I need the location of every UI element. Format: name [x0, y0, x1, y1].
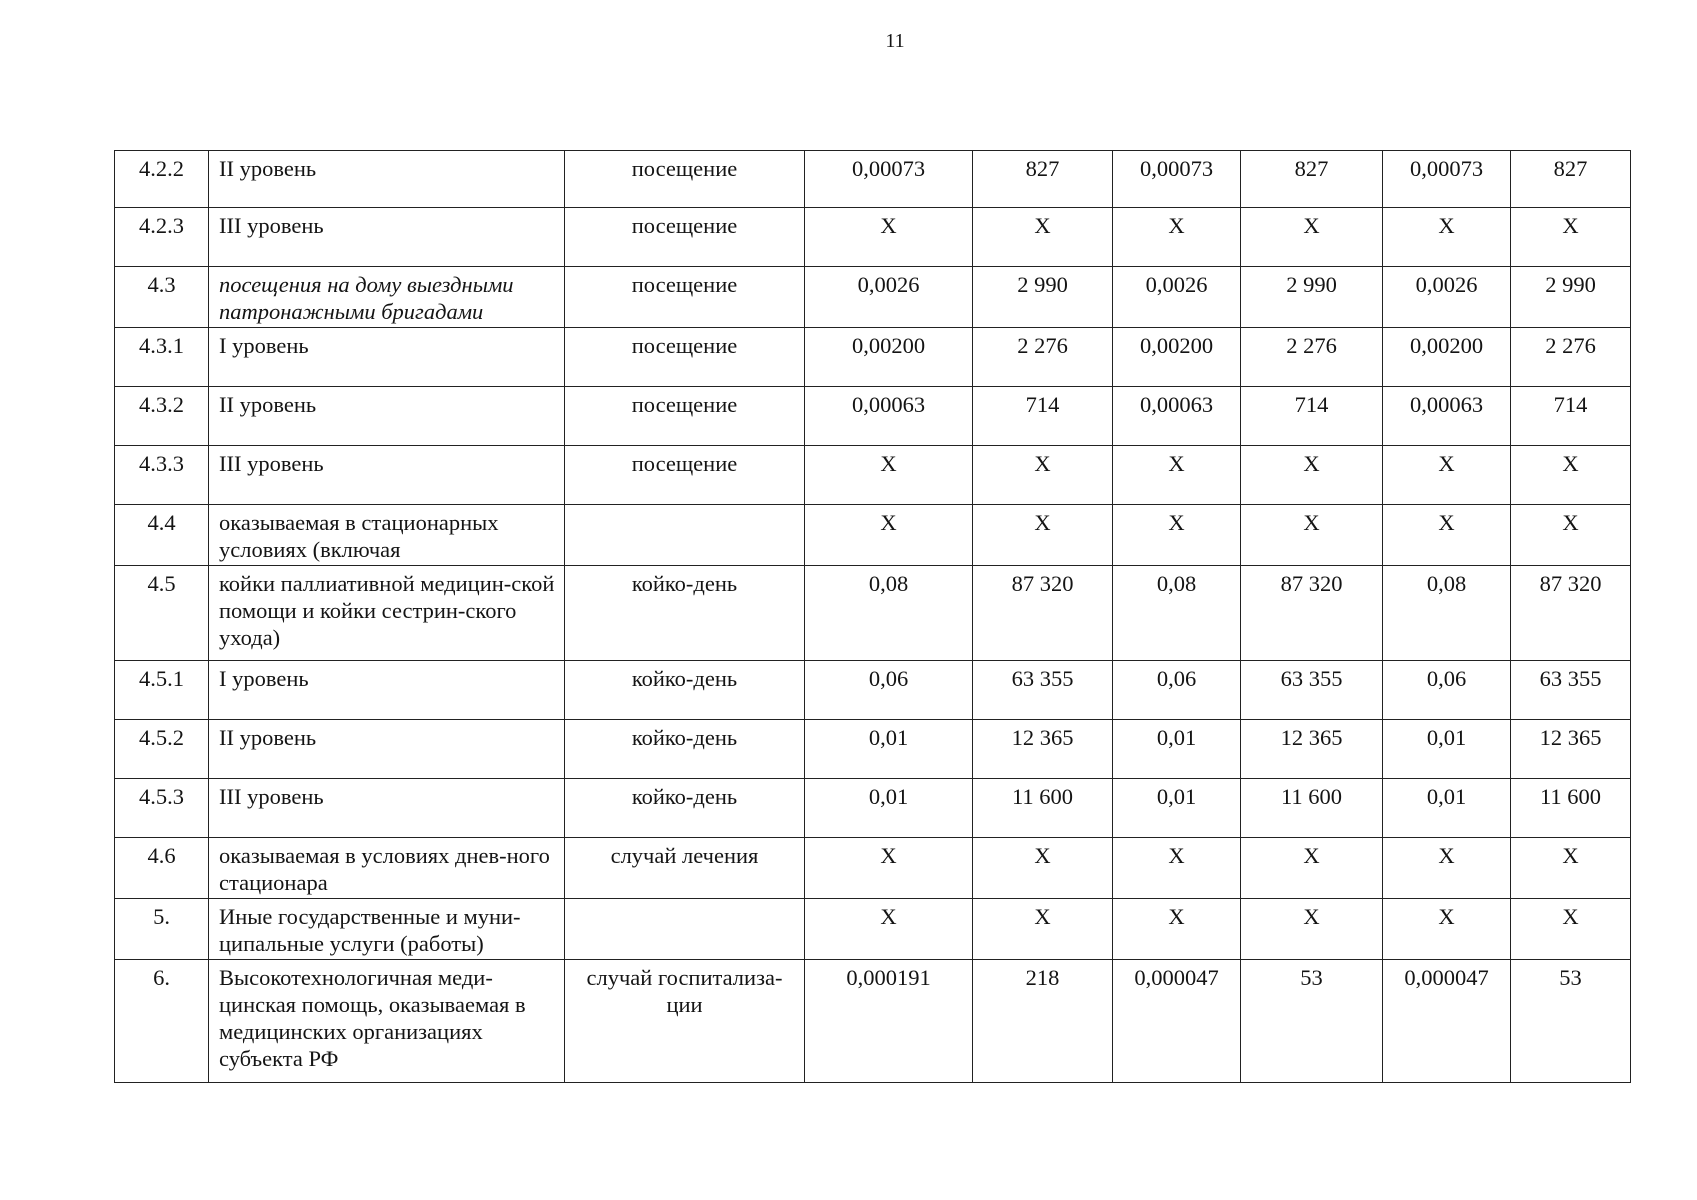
row-value-cell: 53 [1511, 960, 1631, 1083]
row-value-cell: Х [805, 838, 973, 899]
row-unit-cell: посещение [565, 267, 805, 328]
table-row [115, 661, 1631, 720]
row-value-cell: 0,00200 [805, 328, 973, 387]
table-row [115, 899, 1631, 960]
row-number-cell: 4.3.2 [115, 387, 209, 446]
row-name-cell: Иные государственные и муни-ципальные услуги (работы) [209, 899, 565, 960]
row-name-cell: II уровень [209, 720, 565, 779]
row-name-cell: посещения на дому выездными патронажными бригадами [209, 267, 565, 328]
table-row [115, 505, 1631, 566]
row-value-cell: Х [973, 899, 1113, 960]
table-row [115, 208, 1631, 267]
table-row [115, 960, 1631, 1083]
row-name-cell: оказываемая в условиях днев-ного стационара [209, 838, 565, 899]
row-value-cell: 0,00073 [805, 151, 973, 208]
row-value-cell: 2 990 [1511, 267, 1631, 328]
row-value-cell: 0,06 [1113, 661, 1241, 720]
row-value-cell: 63 355 [1511, 661, 1631, 720]
row-value-cell: 87 320 [1511, 566, 1631, 661]
row-value-cell: Х [805, 208, 973, 267]
row-value-cell: Х [1241, 505, 1383, 566]
row-value-cell: 2 990 [1241, 267, 1383, 328]
row-value-cell: 11 600 [1241, 779, 1383, 838]
data-table [114, 150, 1631, 1083]
row-name-cell: II уровень [209, 151, 565, 208]
row-value-cell: 0,000191 [805, 960, 973, 1083]
row-value-cell: 218 [973, 960, 1113, 1083]
row-unit-cell: случай лечения [565, 838, 805, 899]
row-value-cell: Х [1113, 505, 1241, 566]
row-value-cell: 0,00200 [1113, 328, 1241, 387]
table-row [115, 566, 1631, 661]
row-value-cell: Х [1241, 899, 1383, 960]
row-value-cell: 2 276 [1511, 328, 1631, 387]
row-value-cell: 63 355 [973, 661, 1113, 720]
row-value-cell: Х [973, 446, 1113, 505]
row-value-cell: 0,0026 [805, 267, 973, 328]
row-unit-cell: койко-день [565, 779, 805, 838]
table-row [115, 387, 1631, 446]
row-value-cell: 827 [1511, 151, 1631, 208]
row-unit-cell: койко-день [565, 566, 805, 661]
table-body [115, 151, 1631, 1083]
row-value-cell: 714 [1241, 387, 1383, 446]
row-number-cell: 4.3.1 [115, 328, 209, 387]
row-unit-cell: посещение [565, 151, 805, 208]
row-name-cell: I уровень [209, 661, 565, 720]
row-value-cell: Х [973, 838, 1113, 899]
row-value-cell: Х [973, 208, 1113, 267]
row-value-cell: Х [1113, 899, 1241, 960]
row-value-cell: Х [1113, 208, 1241, 267]
row-name-cell: I уровень [209, 328, 565, 387]
row-value-cell: 0,00063 [1383, 387, 1511, 446]
row-value-cell: 11 600 [1511, 779, 1631, 838]
row-value-cell: 0,01 [1383, 720, 1511, 779]
row-value-cell: 0,06 [805, 661, 973, 720]
row-number-cell: 4.3 [115, 267, 209, 328]
row-value-cell: 87 320 [973, 566, 1113, 661]
row-value-cell: 0,00200 [1383, 328, 1511, 387]
row-value-cell: Х [805, 899, 973, 960]
row-value-cell: 0,01 [1113, 779, 1241, 838]
row-unit-cell: койко-день [565, 720, 805, 779]
row-value-cell: Х [1241, 838, 1383, 899]
row-value-cell: 11 600 [973, 779, 1113, 838]
table-row [115, 267, 1631, 328]
table-row [115, 779, 1631, 838]
row-value-cell: 0,00073 [1113, 151, 1241, 208]
row-value-cell: Х [1511, 838, 1631, 899]
row-value-cell: 0,0026 [1383, 267, 1511, 328]
row-value-cell: Х [1113, 838, 1241, 899]
row-value-cell: 0,06 [1383, 661, 1511, 720]
row-name-cell: III уровень [209, 208, 565, 267]
table-row [115, 720, 1631, 779]
row-value-cell: 12 365 [1511, 720, 1631, 779]
row-value-cell: 2 276 [973, 328, 1113, 387]
row-value-cell: Х [1241, 446, 1383, 505]
row-value-cell: 0,01 [1383, 779, 1511, 838]
table-row [115, 328, 1631, 387]
row-name-cell: III уровень [209, 779, 565, 838]
row-value-cell: Х [1511, 208, 1631, 267]
row-value-cell: Х [973, 505, 1113, 566]
row-value-cell: 12 365 [1241, 720, 1383, 779]
row-value-cell: 0,01 [805, 720, 973, 779]
table-row [115, 446, 1631, 505]
row-unit-cell: случай госпитализа-ции [565, 960, 805, 1083]
row-value-cell: Х [805, 446, 973, 505]
row-unit-cell [565, 899, 805, 960]
row-number-cell: 4.2.3 [115, 208, 209, 267]
row-name-cell: койки паллиативной медицин-ской помощи и койки сестрин-ского ухода) [209, 566, 565, 661]
page-number: 11 [885, 30, 905, 52]
row-number-cell: 4.2.2 [115, 151, 209, 208]
row-unit-cell: посещение [565, 208, 805, 267]
row-value-cell: Х [1241, 208, 1383, 267]
row-value-cell: Х [1511, 505, 1631, 566]
row-value-cell: Х [1383, 899, 1511, 960]
row-value-cell: 0,01 [1113, 720, 1241, 779]
row-value-cell: Х [1383, 208, 1511, 267]
row-value-cell: Х [1511, 446, 1631, 505]
table-row [115, 151, 1631, 208]
row-number-cell: 4.6 [115, 838, 209, 899]
row-value-cell: 714 [973, 387, 1113, 446]
row-value-cell: 0,00063 [1113, 387, 1241, 446]
row-number-cell: 4.5 [115, 566, 209, 661]
row-number-cell: 4.5.2 [115, 720, 209, 779]
row-unit-cell: посещение [565, 387, 805, 446]
row-value-cell: 2 276 [1241, 328, 1383, 387]
row-value-cell: Х [1113, 446, 1241, 505]
row-value-cell: Х [805, 505, 973, 566]
row-value-cell: Х [1383, 446, 1511, 505]
row-number-cell: 4.5.1 [115, 661, 209, 720]
row-value-cell: 53 [1241, 960, 1383, 1083]
row-value-cell: 714 [1511, 387, 1631, 446]
row-name-cell: III уровень [209, 446, 565, 505]
row-unit-cell: койко-день [565, 661, 805, 720]
row-value-cell: 0,00063 [805, 387, 973, 446]
row-number-cell: 6. [115, 960, 209, 1083]
row-value-cell: Х [1511, 899, 1631, 960]
row-number-cell: 5. [115, 899, 209, 960]
row-unit-cell: посещение [565, 328, 805, 387]
row-value-cell: 0,01 [805, 779, 973, 838]
row-value-cell: 827 [1241, 151, 1383, 208]
row-number-cell: 4.4 [115, 505, 209, 566]
row-unit-cell: посещение [565, 446, 805, 505]
row-value-cell: 0,000047 [1383, 960, 1511, 1083]
row-value-cell: 63 355 [1241, 661, 1383, 720]
row-value-cell: 0,08 [1113, 566, 1241, 661]
row-value-cell: 2 990 [973, 267, 1113, 328]
row-number-cell: 4.3.3 [115, 446, 209, 505]
row-value-cell: 12 365 [973, 720, 1113, 779]
row-value-cell: 0,0026 [1113, 267, 1241, 328]
row-value-cell: 87 320 [1241, 566, 1383, 661]
row-value-cell: 0,00073 [1383, 151, 1511, 208]
row-value-cell: Х [1383, 505, 1511, 566]
row-value-cell: Х [1383, 838, 1511, 899]
row-name-cell: оказываемая в стационарных условиях (включая [209, 505, 565, 566]
row-name-cell: Высокотехнологичная меди-цинская помощь, оказываемая в медицинских организациях субъекта РФ [209, 960, 565, 1083]
row-value-cell: 0,000047 [1113, 960, 1241, 1083]
table-row [115, 838, 1631, 899]
row-value-cell: 0,08 [805, 566, 973, 661]
row-value-cell: 827 [973, 151, 1113, 208]
row-number-cell: 4.5.3 [115, 779, 209, 838]
row-name-cell: II уровень [209, 387, 565, 446]
row-value-cell: 0,08 [1383, 566, 1511, 661]
row-unit-cell [565, 505, 805, 566]
